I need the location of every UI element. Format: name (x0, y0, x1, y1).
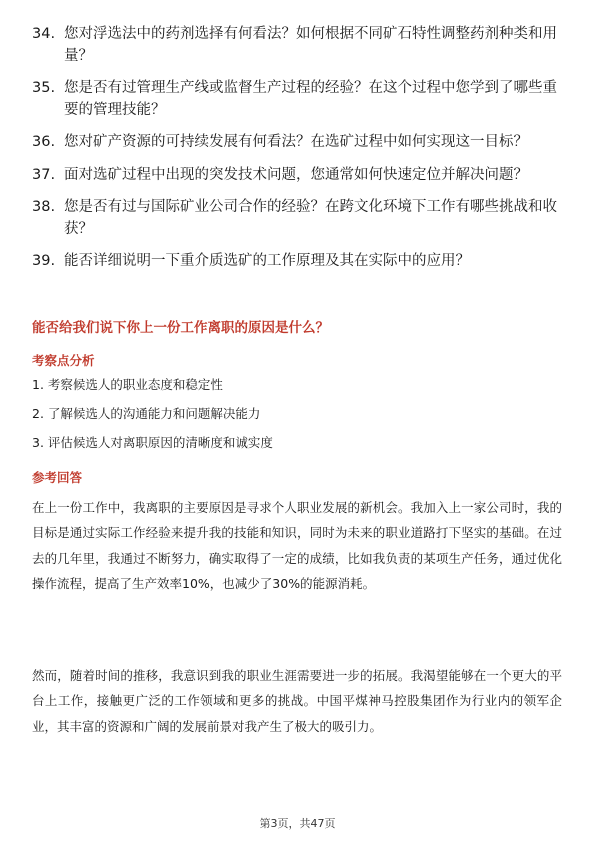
analysis-points (32, 376, 562, 463)
question-list (32, 24, 568, 284)
question-number: 38. (32, 199, 56, 215)
question-item (32, 165, 568, 187)
question-item (32, 132, 568, 154)
question-item (32, 78, 568, 121)
question-text: 您是否有过与国际矿业公司合作的经验？在跨文化环境下工作有哪些挑战和收获？ (64, 199, 557, 237)
question-text: 您是否有过管理生产线或监督生产过程的经验？在这个过程中您学到了哪些重要的管理技能？ (64, 80, 557, 118)
question-text: 您对浮选法中的药剂选择有何看法？如何根据不同矿石特性调整药剂种类和用量？ (64, 26, 557, 64)
section-title: 能否给我们说下你上一份工作离职的原因是什么？ (32, 320, 329, 336)
question-item (32, 197, 568, 240)
page-number: 第3页，共47页 (259, 817, 336, 830)
answer-label: 参考回答 (32, 470, 83, 485)
analysis-point: 3. 评估候选人对离职原因的清晰度和诚实度 (32, 435, 273, 450)
question-number: 39. (32, 253, 56, 269)
question-item (32, 24, 568, 67)
question-number: 35. (32, 80, 56, 96)
answer-paragraph: 然而，随着时间的推移，我意识到我的职业生涯需要进一步的拓展。我渴望能够在一个更大的平台上工作，接触更广泛的工作领域和更多的挑战。中国平煤神马控股集团作为行业内的领军企业，其丰富的资源和广阔的发展前景对我产生了极大的吸引力。 (32, 668, 562, 734)
question-text: 能否详细说明一下重介质选矿的工作原理及其在实际中的应用？ (64, 253, 470, 269)
analysis-point: 1. 考察候选人的职业态度和稳定性 (32, 377, 223, 392)
question-number: 37. (32, 166, 56, 183)
question-item (32, 251, 568, 273)
question-number: 34. (32, 26, 56, 42)
analysis-point: 2. 了解候选人的沟通能力和问题解决能力 (32, 406, 261, 421)
answer-paragraph: 在上一份工作中，我离职的主要原因是寻求个人职业发展的新机会。我加入上一家公司时，我的目标是通过实际工作经验来提升我的技能和知识，同时为未来的职业道路打下坚实的基础。在过去的几年里，我通过不断努力，确实取得了一定的成绩，比如我负责的某项生产任务，通过优化操作流程，提高了生产效率10%，也减少了30%的能源消耗。 (32, 500, 562, 591)
question-text: 您对矿产资源的可持续发展有何看法？在选矿过程中如何实现这一目标？ (64, 134, 528, 150)
question-number: 36. (32, 134, 56, 150)
question-text: 面对选矿过程中出现的突发技术问题，您通常如何快速定位并解决问题？ (64, 166, 528, 183)
analysis-label: 考察点分析 (32, 353, 95, 368)
